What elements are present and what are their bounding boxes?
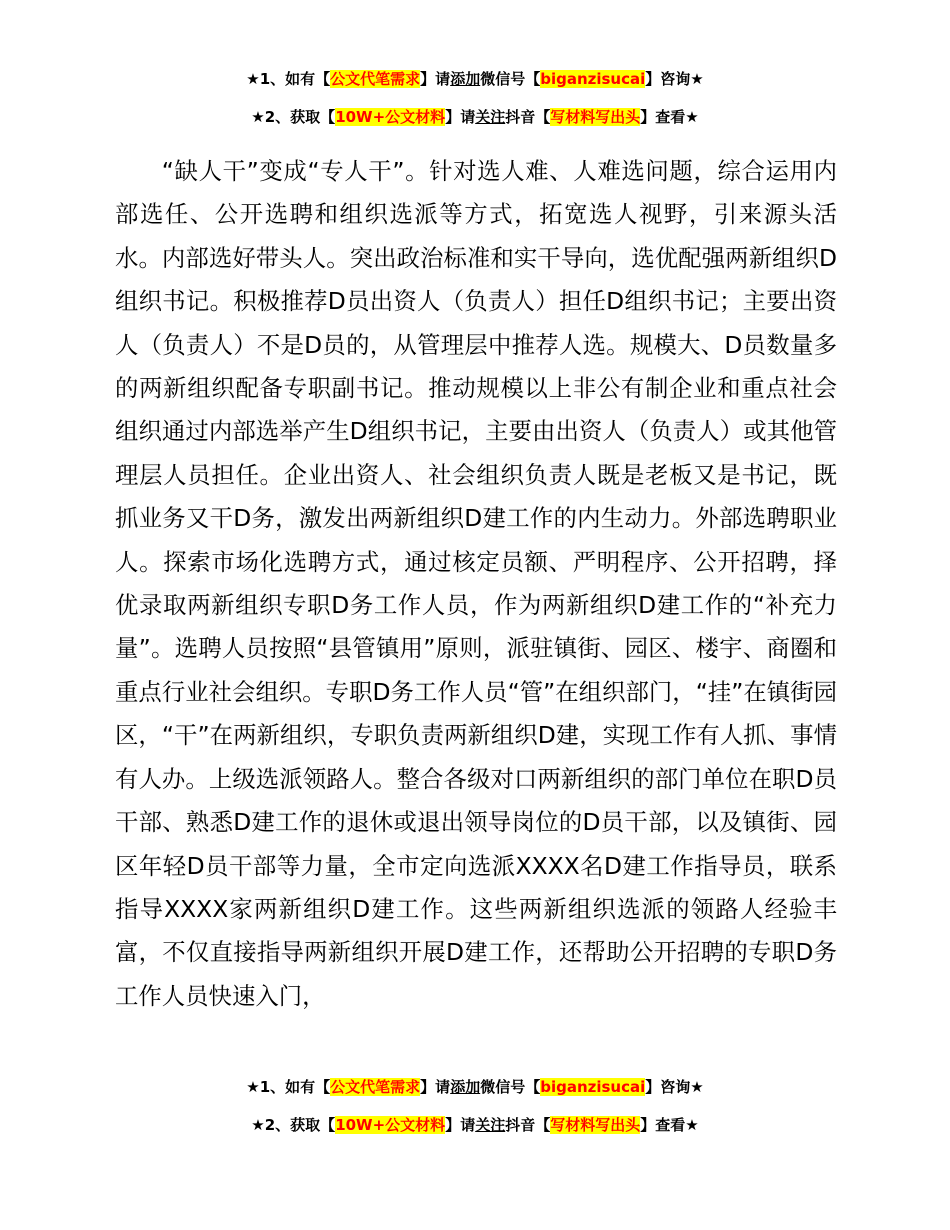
notice-highlight: 公文代笔需求 xyxy=(330,70,421,88)
notice-text: 】请 xyxy=(445,1116,476,1134)
notice-text: 】请 xyxy=(420,70,451,88)
header-notice-line-1 xyxy=(0,68,950,90)
document-body xyxy=(115,150,837,1018)
notice-highlight: 10W+公文材料 xyxy=(335,108,446,126)
notice-text: 微信号【 xyxy=(480,1078,541,1096)
notice-text: 抖音【 xyxy=(505,108,551,126)
notice-prefix: ★2、获取【 xyxy=(251,108,336,126)
notice-text: 微信号【 xyxy=(480,70,541,88)
notice-underlined-text: 关注 xyxy=(475,1116,506,1134)
notice-prefix: ★1、如有【 xyxy=(246,70,331,88)
notice-prefix: ★1、如有【 xyxy=(246,1078,331,1096)
notice-highlight: 10W+公文材料 xyxy=(335,1116,446,1134)
header-notice-line-2 xyxy=(0,106,950,128)
notice-suffix: 】咨询★ xyxy=(645,1078,704,1096)
notice-suffix: 】咨询★ xyxy=(645,70,704,88)
body-paragraph: “缺人干”变成“专人干”。针对选人难、人难选问题，综合运用内部选任、公开选聘和组织选派等方式，拓宽选人视野，引来源头活水。内部选好带头人。突出政治标准和实干导向，选优配强两新组织D组织书记。积极推荐D员出资人（负责人）担任D组织书记；主要出资人（负责人）不是D员的，从管理层中推荐人选。规模大、D员数量多的两新组织配备专职副书记。推动规模以上非公有制企业和重点社会组织通过内部选举产生D组织书记，主要由出资人（负责人）或其他管理层人员担任。企业出资人、社会组织负责人既是老板又是书记，既抓业务又干D务，激发出两新组织D建工作的内生动力。外部选聘职业人。探索市场化选聘方式，通过核定员额、严明程序、公开招聘，择优录取两新组织专职D务工作人员，作为两新组织D建工作的“补充力量”。选聘人员按照“县管镇用”原则，派驻镇街、园区、楼宇、商圈和重点行业社会组织。专职D务工作人员“管”在组织部门，“挂”在镇街园区，“干”在两新组织，专职负责两新组织D建，实现工作有人抓、事情有人办。上级选派领路人。整合各级对口两新组织的部门单位在职D员干部、熟悉D建工作的退休或退出领导岗位的D员干部，以及镇街、园区年轻D员干部等力量，全市定向选派XXXX名D建工作指导员，联系指导XXXX家两新组织D建工作。这些两新组织选派的领路人经验丰富，不仅直接指导两新组织开展D建工作，还帮助公开招聘的专职D务工作人员快速入门， xyxy=(115,157,837,1010)
notice-suffix: 】查看★ xyxy=(640,108,699,126)
notice-underlined-text: 关注 xyxy=(475,108,506,126)
notice-highlight: biganzisucai xyxy=(540,1078,646,1096)
notice-text: 】请 xyxy=(445,108,476,126)
notice-underlined-text: 添加 xyxy=(450,70,481,88)
notice-text: 】请 xyxy=(420,1078,451,1096)
footer-notice-line-1 xyxy=(0,1076,950,1098)
notice-underlined-text: 添加 xyxy=(450,1078,481,1096)
notice-highlight: 写材料写出头 xyxy=(550,108,641,126)
notice-text: 抖音【 xyxy=(505,1116,551,1134)
notice-prefix: ★2、获取【 xyxy=(251,1116,336,1134)
notice-highlight: 写材料写出头 xyxy=(550,1116,641,1134)
notice-highlight: biganzisucai xyxy=(540,70,646,88)
footer-notice-line-2 xyxy=(0,1114,950,1136)
notice-suffix: 】查看★ xyxy=(640,1116,699,1134)
notice-highlight: 公文代笔需求 xyxy=(330,1078,421,1096)
